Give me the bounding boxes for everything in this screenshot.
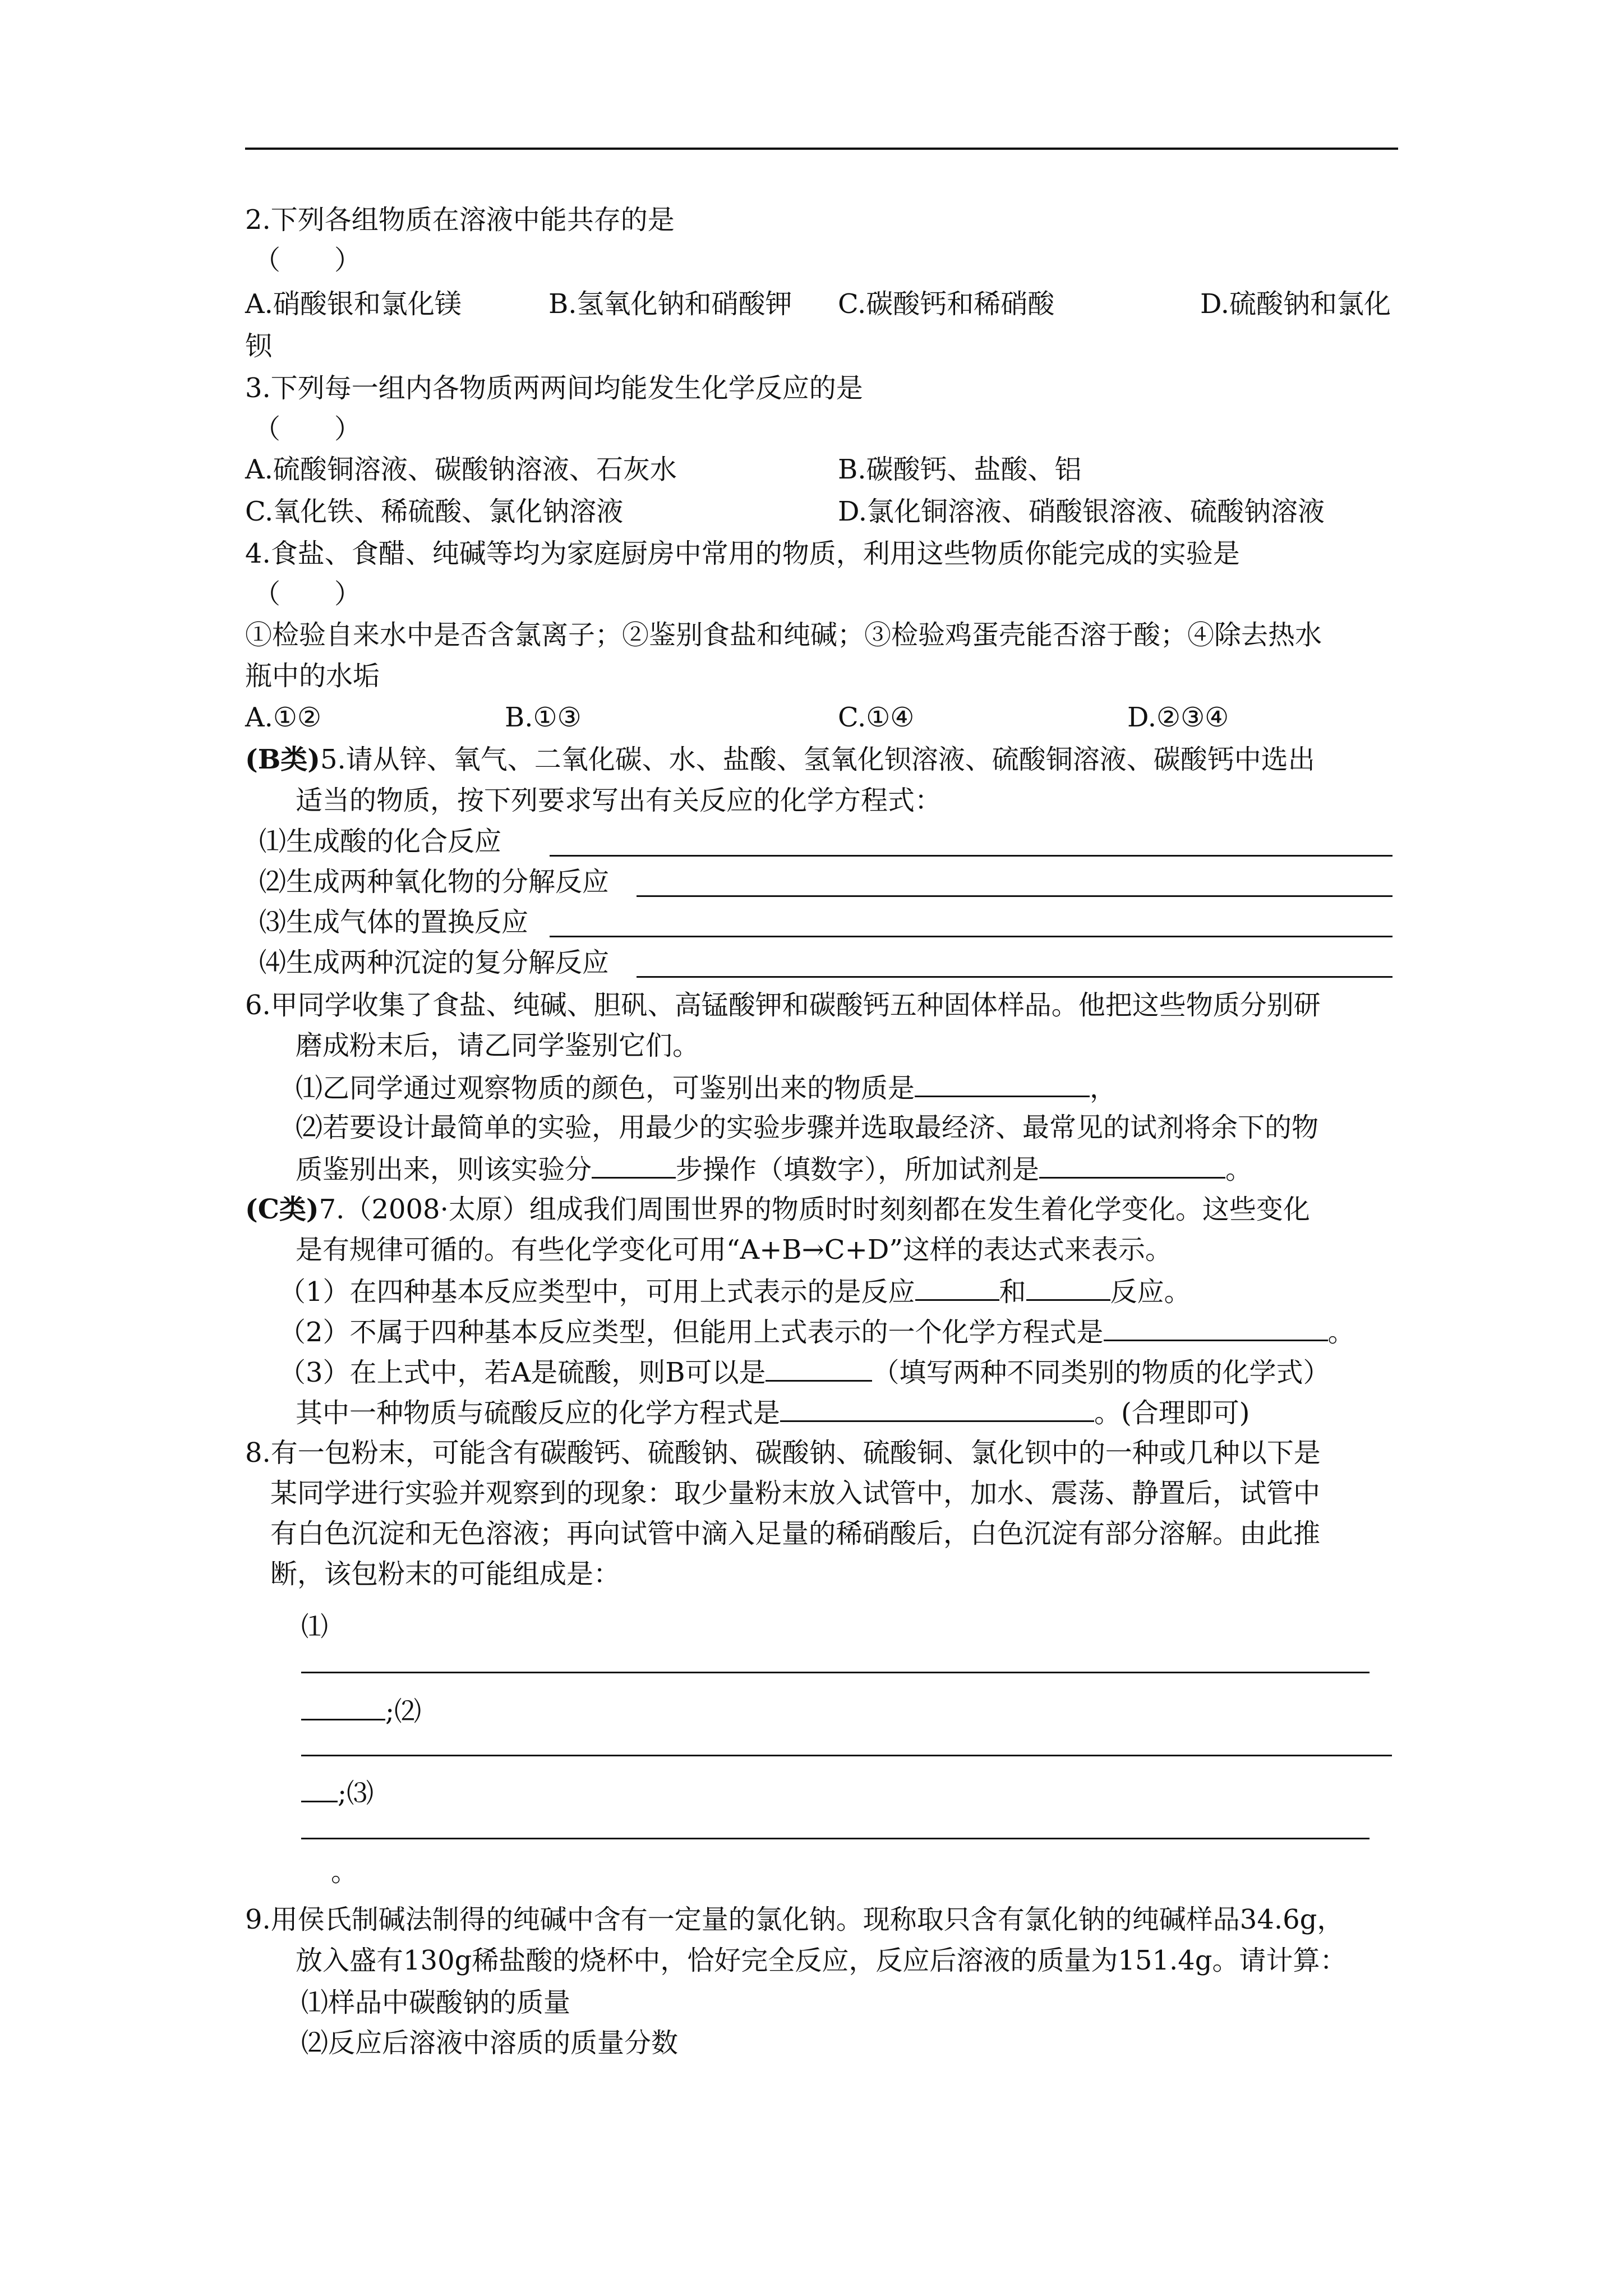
q7-part-2: （2）不属于四种基本反应类型，但能用上式表示的一个化学方程式是 。 (279, 1313, 1355, 1349)
q3-answer-paren: （ ） (253, 413, 362, 445)
q7-equation-blank[interactable] (1104, 1313, 1328, 1341)
q8-blank-2-row: ;⑵ (301, 1692, 421, 1728)
q6-steps-blank[interactable] (592, 1150, 676, 1179)
q4-items-line-1: ①检验自来水中是否含氯离子；②鉴别食盐和纯碱；③检验鸡蛋壳能否溶于酸；④除去热水 (245, 619, 1322, 651)
q6-reagent-blank[interactable] (1039, 1150, 1225, 1179)
q3-option-b: B.碳酸钙、盐酸、铝 (838, 454, 1082, 485)
q6-part-2-line-1: ⑵若要设计最简单的实验，用最少的实验步骤并选取最经济、最常见的试剂将余下的物 (296, 1112, 1319, 1143)
q4-option-a: A.①② (245, 702, 321, 733)
q5-stem-line-2: 适当的物质，按下列要求写出有关反应的化学方程式： (296, 785, 942, 816)
q8-blank-1-number: ⑴ (301, 1611, 329, 1642)
q9-stem-line-1: 9.用侯氏制碱法制得的纯碱中含有一定量的氯化钠。现称取只含有氯化钠的纯碱样品34.6g， (245, 1904, 1344, 1935)
q9-stem-line-2: 放入盛有130g稀盐酸的烧杯中，恰好完全反应，反应后溶液的质量为151.4g。请计算： (296, 1945, 1347, 1976)
q6-stem-line-1: 6.甲同学收集了食盐、纯碱、胆矾、高锰酸钾和碳酸钙五种固体样品。他把这些物质分别研 (245, 990, 1321, 1021)
q3-option-a: A.硫酸铜溶液、碳酸钠溶液、石灰水 (245, 454, 677, 485)
q8-stem-line-4: 断，该包粉末的可能组成是： (270, 1558, 621, 1590)
q7-category-tag: (C类) (245, 1194, 319, 1225)
q4-items-line-2: 瓶中的水垢 (245, 660, 380, 692)
q2-option-a: A.硝酸银和氯化镁 (245, 288, 462, 320)
header-rule (245, 148, 1398, 150)
q2-option-c: C.碳酸钙和稀硝酸 (838, 288, 1055, 320)
q7-b-blank[interactable] (766, 1353, 872, 1382)
q8-answer-line-3 (301, 1838, 1370, 1839)
q7-stem-text: 7.（2008·太原）组成我们周围世界的物质时时刻刻都在发生着化学变化。这些变化 (319, 1194, 1310, 1225)
q8-stem-line-1: 8.有一包粉末，可能含有碳酸钙、硫酸钠、碳酸钠、硫酸铜、氯化钡中的一种或几种以下是 (245, 1437, 1321, 1469)
q2-stem: 2.下列各组物质在溶液中能共存的是 (245, 204, 675, 236)
q5-part-4-answer-line (637, 976, 1393, 978)
q4-option-d: D.②③④ (1127, 702, 1229, 733)
q7-type-blank-1[interactable] (915, 1272, 999, 1301)
q9-part-1: ⑴样品中碳酸钠的质量 (301, 1987, 571, 2018)
q7-part-4: 其中一种物质与硫酸反应的化学方程式是 。(合理即可) (296, 1393, 1249, 1429)
q2-option-d: D.硫酸钠和氯化 (1200, 288, 1391, 320)
q6-part-1: ⑴乙同学通过观察物质的颜色，可鉴别出来的物质是 ， (296, 1069, 1117, 1105)
q2-option-d-wrap: 钡 (245, 330, 273, 362)
q5-part-3: ⑶生成气体的置换反应 (259, 907, 529, 938)
q4-answer-paren: （ ） (253, 578, 362, 610)
q5-part-2-answer-line (637, 895, 1393, 897)
q3-stem: 3.下列每一组内各物质两两间均能发生化学反应的是 (245, 372, 863, 404)
q4-option-c: C.①④ (838, 702, 915, 733)
q5-part-2: ⑵生成两种氧化物的分解反应 (259, 866, 610, 898)
q9-part-2: ⑵反应后溶液中溶质的质量分数 (301, 2027, 679, 2059)
q5-part-1-answer-line (550, 855, 1393, 857)
q8-end-mark: 。 (331, 1856, 358, 1888)
q6-part-2-line-2: 质鉴别出来，则该实验分 步操作（填数字），所加试剂是 。 (296, 1150, 1252, 1186)
q2-answer-paren: （ ） (253, 245, 362, 276)
q8-stem-line-2: 某同学进行实验并观察到的现象：取少量粉末放入试管中，加水、震荡、静置后，试管中 (270, 1478, 1321, 1509)
q4-option-b: B.①③ (505, 702, 582, 733)
q7-type-blank-2[interactable] (1026, 1272, 1110, 1301)
q7-stem-line-1 (245, 1191, 1310, 1227)
q7-reaction-blank[interactable] (780, 1393, 1094, 1422)
q5-part-4: ⑷生成两种沉淀的复分解反应 (259, 947, 610, 978)
q8-answer-line-1 (301, 1672, 1370, 1673)
q5-category-tag: (B类) (245, 744, 320, 775)
q5-stem-line-1 (245, 742, 1315, 777)
q6-part-1-blank[interactable] (915, 1069, 1090, 1097)
q7-stem-line-2: 是有规律可循的。有些化学变化可用“A+B→C+D”这样的表达式来表示。 (296, 1234, 1172, 1266)
q2-option-b: B.氢氧化钠和硝酸钾 (548, 288, 792, 320)
q3-option-c: C.氧化铁、稀硫酸、氯化钠溶液 (245, 496, 624, 527)
q5-stem-text: 5.请从锌、氧气、二氧化碳、水、盐酸、氢氧化钡溶液、硫酸铜溶液、碳酸钙中选出 (320, 744, 1315, 775)
q4-stem: 4.食盐、食醋、纯碱等均为家庭厨房中常用的物质，利用这些物质你能完成的实验是 (245, 538, 1240, 569)
q7-part-3: （3）在上式中，若A是硫酸，则B可以是 （填写两种不同类别的物质的化学式） (279, 1353, 1330, 1389)
q8-answer-1-tail[interactable] (301, 1692, 385, 1720)
q8-stem-line-3: 有白色沉淀和无色溶液；再向试管中滴入足量的稀硝酸后，白色沉淀有部分溶解。由此推 (270, 1518, 1321, 1549)
q7-part-1: （1）在四种基本反应类型中，可用上式表示的是反应 和 反应。 (279, 1272, 1191, 1308)
q8-answer-line-2 (301, 1755, 1392, 1756)
q6-stem-line-2: 磨成粉末后，请乙同学鉴别它们。 (296, 1030, 700, 1061)
q8-blank-3-row: ;⑶ (301, 1774, 374, 1810)
q5-part-3-answer-line (550, 936, 1393, 937)
q5-part-1: ⑴生成酸的化合反应 (259, 826, 502, 857)
q3-option-d: D.氯化铜溶液、硝酸银溶液、硫酸钠溶液 (838, 496, 1325, 527)
q8-answer-2-tail[interactable] (301, 1774, 338, 1802)
